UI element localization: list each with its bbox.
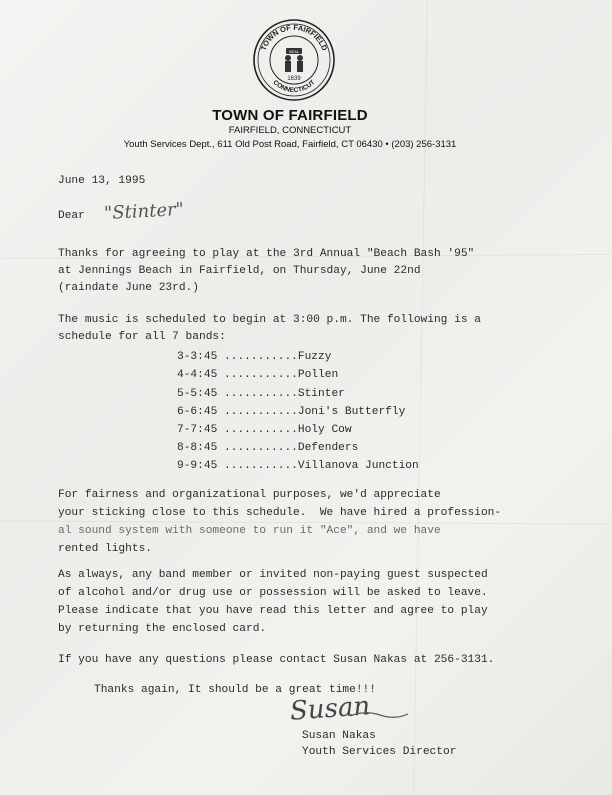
letterhead-subtitle: FAIRFIELD, CONNECTICUT xyxy=(228,125,352,136)
schedule-band: Defenders xyxy=(297,442,359,454)
schedule-band: Joni's Butterfly xyxy=(297,406,406,418)
para3-line: For fairness and organizational purposes, we'd appreciate xyxy=(58,489,441,501)
schedule-band: Villanova Junction xyxy=(297,460,419,472)
seal-bottom-text: CONNECTICUT xyxy=(271,78,317,95)
schedule-row xyxy=(177,460,419,472)
closing-line: Thanks again, It should be a great time!!! xyxy=(94,684,376,696)
schedule-time: 6-6:45 xyxy=(177,406,218,418)
para2-line: schedule for all 7 bands: xyxy=(58,331,226,343)
paper-crease xyxy=(0,520,612,524)
schedule-band: Holy Cow xyxy=(297,424,352,436)
schedule-row xyxy=(177,369,338,381)
schedule-leader: ........... xyxy=(224,424,298,436)
para2-line: The music is scheduled to begin at 3:00 p.m. The following is a xyxy=(58,314,481,326)
seal-center-label: SEAL xyxy=(288,49,300,54)
seal-top-text: TOWN OF FAIRFIELD xyxy=(258,22,330,52)
schedule-time: 3-3:45 xyxy=(177,351,218,363)
schedule-time: 4-4:45 xyxy=(177,369,218,381)
para3-line: your sticking close to this schedule. We have hired a profession- xyxy=(58,507,502,519)
schedule-row xyxy=(177,406,405,418)
schedule-band: Pollen xyxy=(297,369,339,381)
para4-line: by returning the enclosed card. xyxy=(58,623,267,635)
para3-line: rented lights. xyxy=(58,543,152,555)
signer-name: Susan Nakas xyxy=(302,730,376,742)
para1-line: at Jennings Beach in Fairfield, on Thursday, June 22nd xyxy=(58,265,421,277)
schedule-row xyxy=(177,351,331,363)
schedule-row xyxy=(177,388,345,400)
para4-line: of alcohol and/or drug use or possession will be asked to leave. xyxy=(58,587,488,599)
letterhead-title: TOWN OF FAIRFIELD xyxy=(212,107,368,124)
signature-flourish xyxy=(350,708,410,722)
schedule-leader: ........... xyxy=(224,351,298,363)
schedule-time: 9-9:45 xyxy=(177,460,218,472)
schedule-leader: ........... xyxy=(224,442,298,454)
schedule-row xyxy=(177,442,358,454)
para1-line: Thanks for agreeing to play at the 3rd Annual "Beach Bash '95" xyxy=(58,248,475,260)
town-seal-logo xyxy=(252,18,336,102)
seal-year: 1639 xyxy=(287,76,301,82)
schedule-row xyxy=(177,424,352,436)
salutation-prefix: Dear xyxy=(58,210,85,222)
schedule-leader: ........... xyxy=(224,369,298,381)
schedule-leader: ........... xyxy=(224,460,298,472)
letterhead-address: Youth Services Dept., 611 Old Post Road, Fairfield, CT 06430 • (203) 256-3131 xyxy=(123,139,457,150)
para4-line: As always, any band member or invited non-paying guest suspected xyxy=(58,569,488,581)
schedule-band: Stinter xyxy=(297,388,345,400)
schedule-band: Fuzzy xyxy=(297,351,332,363)
schedule-time: 8-8:45 xyxy=(177,442,218,454)
para3-line: al sound system with someone to run it "Ace", and we have xyxy=(58,525,441,537)
letter-date: June 13, 1995 xyxy=(58,175,146,187)
contact-line: If you have any questions please contact Susan Nakas at 256-3131. xyxy=(58,654,495,666)
handwritten-signature: Susan xyxy=(289,691,372,727)
para1-line: (raindate June 23rd.) xyxy=(58,282,199,294)
schedule-leader: ........... xyxy=(224,388,298,400)
schedule-leader: ........... xyxy=(224,406,298,418)
signer-title: Youth Services Director xyxy=(302,746,457,758)
schedule-time: 7-7:45 xyxy=(177,424,218,436)
schedule-time: 5-5:45 xyxy=(177,388,218,400)
para4-line: Please indicate that you have read this letter and agree to play xyxy=(58,605,488,617)
salutation-handwritten-name: "Stinter" xyxy=(103,198,185,225)
